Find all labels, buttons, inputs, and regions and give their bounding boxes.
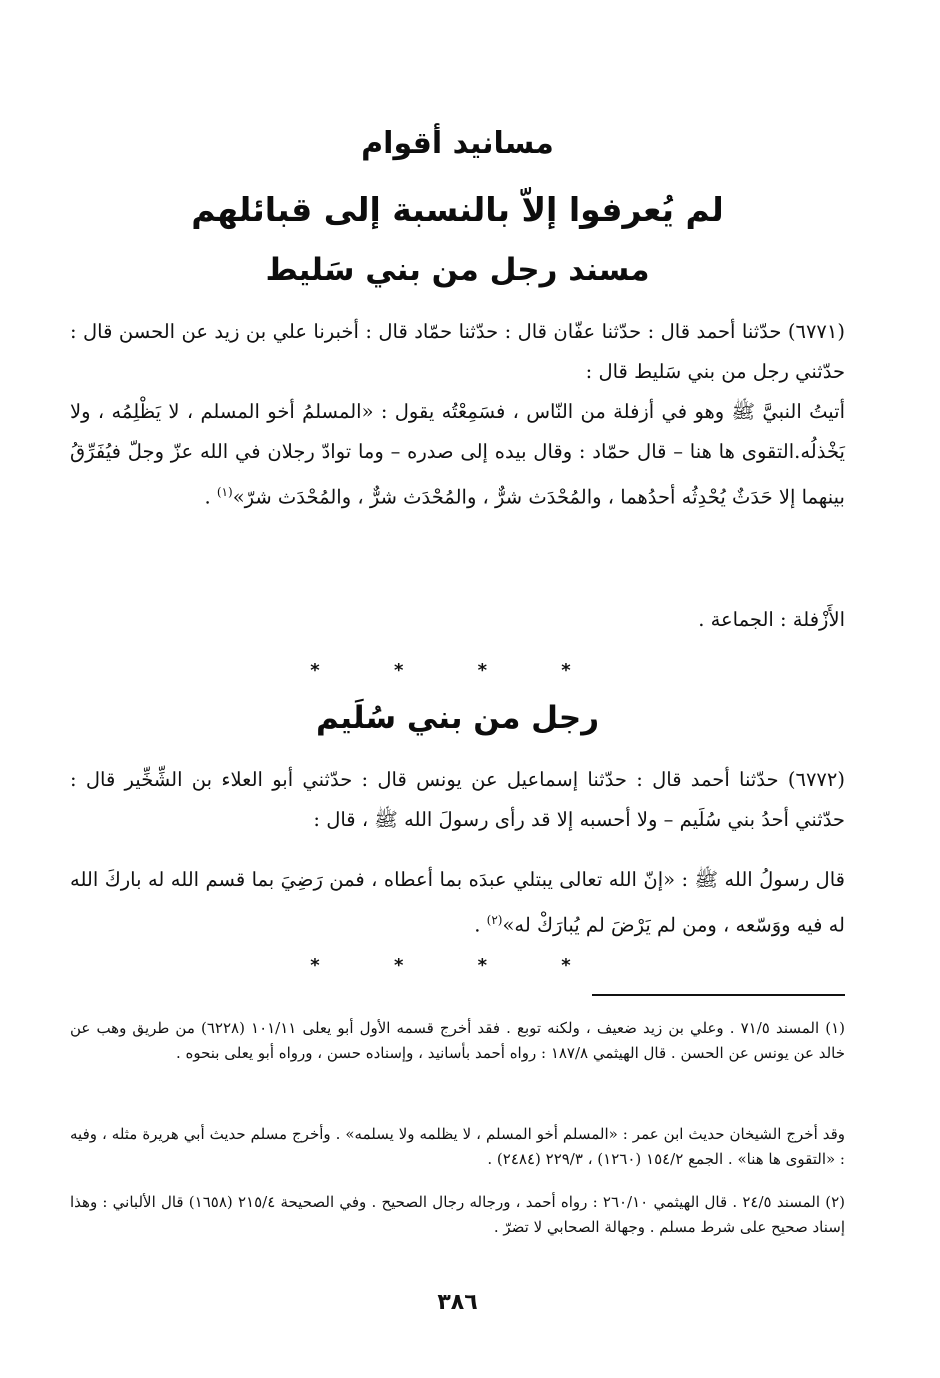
footnote-2: (٢) المسند ٢٤/٥ . قال الهيثمي ٢٦٠/١٠ : رواه أحمد ، ورجاله رجال الصحيح . وفي الصحيحة ٢١٥/٤ (١٦٥٨) قال الألباني : وهذا إسناد صحيح على شرط مسلم . وجهالة الصحابي لا تضرّ . — [70, 1193, 845, 1236]
gloss: الأَزْفلة : الجماعة . — [698, 608, 845, 631]
hadith-6772-matn — [70, 860, 845, 946]
section-title: مسند رجل من بني سَليط — [265, 252, 650, 288]
separator-stars: * * * * — [310, 660, 605, 681]
hadith-6771-end: . — [204, 485, 217, 509]
page-number: ٣٨٦ — [437, 1290, 478, 1315]
footnote-1-continued: وقد أخرج الشيخان حديث ابن عمر : «المسلم أخو المسلم ، لا يظلمه ولا يسلمه» . وأخرج مسلم حديث أبي هريرة مثله ، وفيه : «التقوى ها هنا» . الجمع ١٥٤/٢ (١٢٦٠) ، ٢٢٩/٣ (٢٤٨٤) . — [70, 1125, 845, 1168]
footnote-1: (١) المسند ٧١/٥ . وعلي بن زيد ضعيف ، ولكنه توبع . فقد أخرج قسمه الأول أبو يعلى ١٠١/١١ (٦٢٢٨) من طريق وهب عن خالد عن يونس عن الحسن . قال الهيثمي ١٨٧/٨ : رواه أحمد بأسانيد ، وإسناده حسن ، ورواه أبو يعلى بنحوه . — [70, 1019, 846, 1062]
hadith-6771-isnad: (٦٧٧١) حدّثنا أحمد قال : حدّثنا عفّان قال : حدّثنا حمّاد قال : أخبرنا علي بن زيد عن الحسن قال : حدّثني رجل من بني سَليط قال : — [70, 320, 845, 383]
hadith-6771-text: أتيتُ النبيَّ ﷺ وهو في أزفلة من النّاس ، فسَمِعْتُه يقول : «المسلمُ أخو المسلم ، لا يَظْلِمُه ، ولا يَخْذلُه.التقوى ها هنا – قال حمّاد : وقال بيده إلى صدره – وما توادّ رجلان في الله عزّ وجلّ فيُفَرِّقُ بينهما إلا حَدَثٌ يُحْدِثُه أحدُهما ، والمُحْدَث شرٌّ ، والمُحْدَث شرٌّ ، والمُحْدَث شرّ» — [70, 400, 845, 509]
footnote-divider — [592, 994, 845, 996]
footnote-ref-2: (٢) — [486, 913, 503, 927]
footnote-ref-1: (١) — [216, 485, 233, 499]
hadith-6771-matn — [70, 392, 845, 518]
separator-stars-2: * * * * — [310, 955, 605, 976]
chapter-title: مسانيد أقوام — [361, 126, 554, 161]
chapter-subtitle: لم يُعرفوا إلاّ بالنسبة إلى قبائلهم — [191, 190, 724, 229]
hadith-6772-end: . — [474, 913, 487, 937]
section-title-2: رجل من بني سُلَيم — [315, 700, 600, 736]
hadith-6772-text: قال رسولُ الله ﷺ : «إنّ الله تعالى يبتلي عبدَه بما أعطاه ، فمن رَضِيَ بما قسم الله له باركَ الله له فيه ووَسّعه ، ومن لم يَرْضَ لم يُبارَكْ له» — [70, 868, 845, 937]
hadith-6772-isnad: (٦٧٧٢) حدّثنا أحمد قال : حدّثنا إسماعيل عن يونس قال : حدّثني أبو العلاء بن الشِّخِّير قال : حدّثني أحدُ بني سُلَيم – ولا أحسبه إلا قد رأى رسولَ الله ﷺ ، قال : — [70, 768, 845, 831]
book-page — [70, 0, 845, 1378]
